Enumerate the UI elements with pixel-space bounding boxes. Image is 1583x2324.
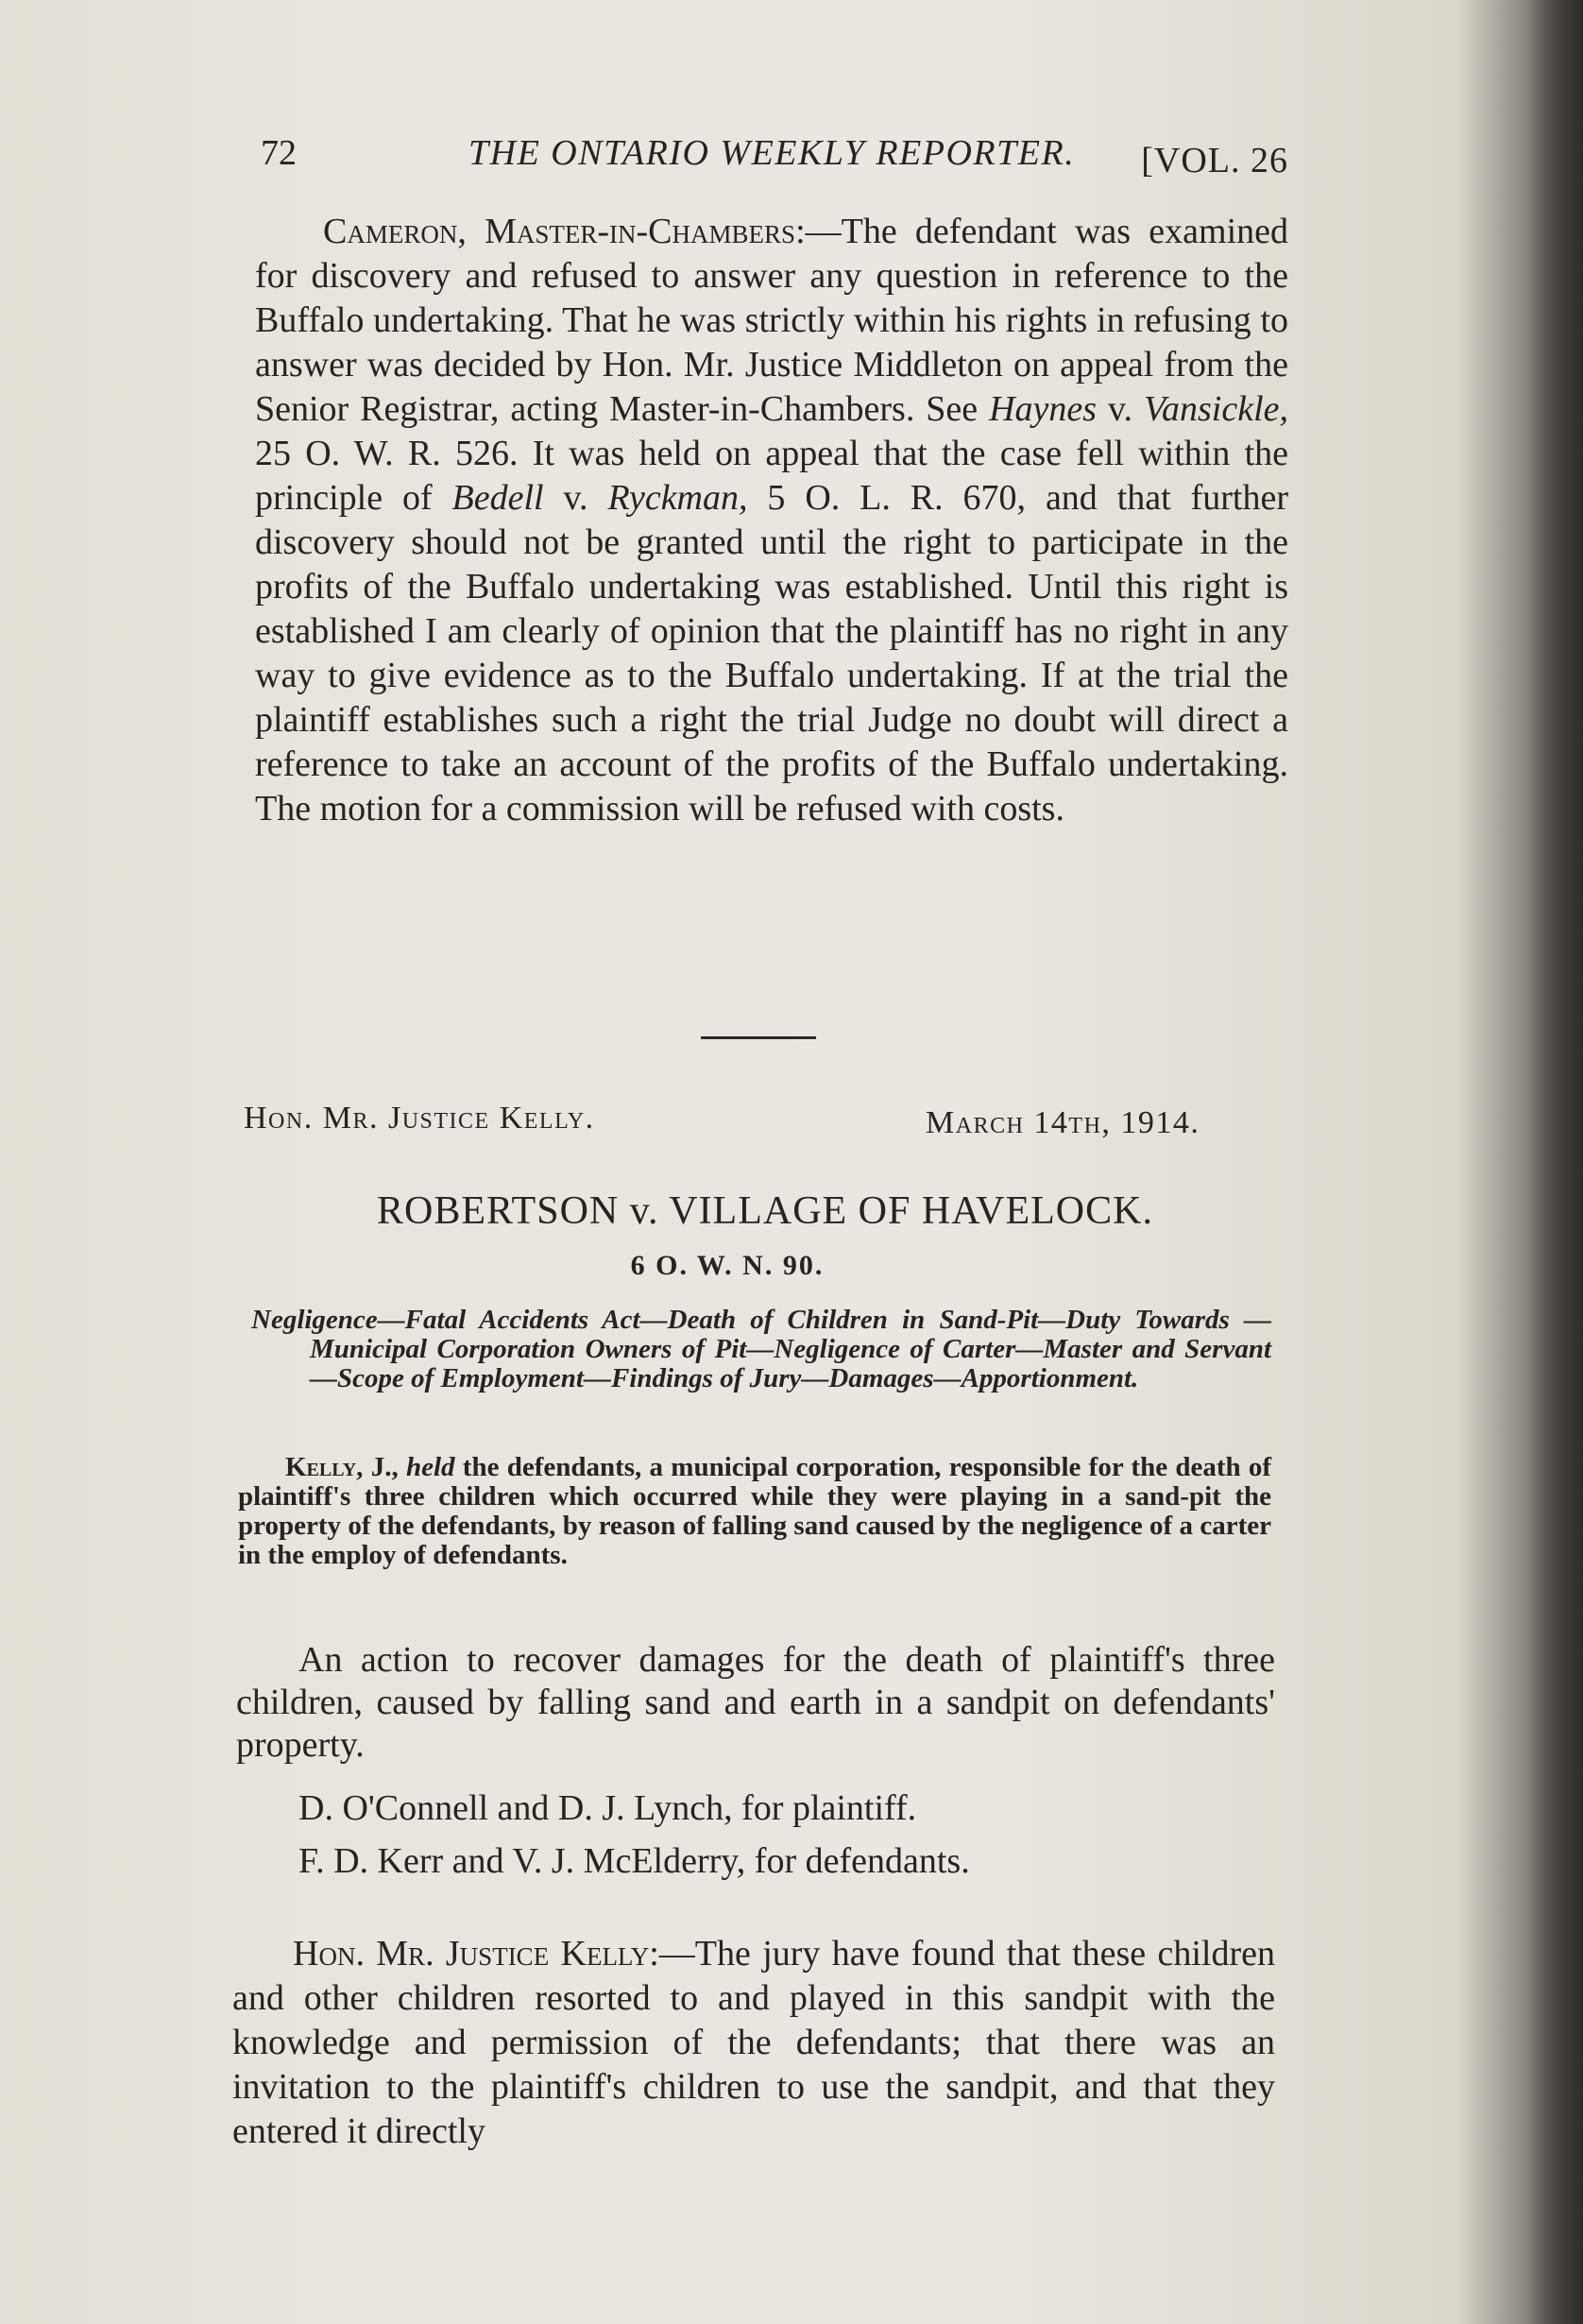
running-title: THE ONTARIO WEEKLY REPORTER. [468,133,1076,173]
judgment-paragraph [232,1932,1275,2154]
action-description: An action to recover damages for the death of plaintiff's three children, caused by falling sand and earth in a sandpit on defendants' property. [236,1640,1275,1765]
case-name: Vansickle, [1143,389,1288,429]
judge-name: Hon. Mr. Justice Kelly. [244,1101,595,1136]
page-number: 72 [261,133,297,173]
top-paragraph [255,210,1288,831]
master-in-chambers-name: Cameron, Master-in-Chambers [323,212,796,251]
section-divider [701,1036,816,1039]
holding-verb: held [405,1452,455,1482]
paragraph-text: 5 O. L. R. 670, and that further discovery should not be granted until the right to participate in the profits of the Buffalo undertaking was established. Until this right is established I am clearly of opinion that the plaintiff has no right in any way to give evidence as to the Buffalo undertaking. If at the trial the plaintiff establishes such a right the trial Judge no doubt will direct a reference to take an account of the profits of the Buffalo undertaking. The motion for a commission will be refused with costs. [255,478,1288,829]
volume-label: [VOL. 26 [1141,141,1288,180]
case-name: Bedell [451,478,544,518]
decision-date: March 14th, 1914. [926,1105,1200,1140]
paragraph-text: 25 O. W. R. 526. It was held on appeal that the case fell within the principle of [255,434,1288,518]
headnote: Negligence—Fatal Accidents Act—Death of Children in Sand-Pit—Duty Towards — Municipal Corporation Owners of Pit—Negligence of Carter—Master and Servant—Scope of Employment—Findings of Jury—Damages—Apportionment. [251,1305,1271,1393]
case-citation: 6 O. W. N. 90. [630,1250,825,1281]
paragraph-text: :—The defendant was examined for discovery and refused to answer any question in reference to the Buffalo undertaking. That he was strictly within his rights in refusing to answer was decided by Hon. Mr. Justice Middleton on appeal from the Senior Registrar, acting Master-in-Chambers. See [255,212,1288,429]
counsel-plaintiff: D. O'Connell and D. J. Lynch, for plaintiff. [298,1788,917,1828]
holding-judge: Kelly, J., [285,1452,399,1482]
judgment-speaker: Hon. Mr. Justice Kelly [293,1934,650,1974]
case-title: ROBERTSON v. VILLAGE OF HAVELOCK. [377,1189,1153,1233]
counsel-defendants: F. D. Kerr and V. J. McElderry, for defendants. [298,1841,970,1881]
versus: v. [1097,389,1144,429]
page-header [261,123,1290,179]
judgment-text: :—The jury have found that these children and other children resorted to and played in this sandpit with the knowledge and permission of the defendants; that there was an invitation to the plaintiff's children to use the sandpit, and that they entered it directly [232,1934,1275,2151]
case-name: Haynes [989,389,1098,429]
holding-text: the defendants, a municipal corporation, responsible for the death of plaintiff's three children which occurred while they were playing in a sand-pit the property of the defendants, by reason of falling sand caused by the negligence of a carter in the employ of defendants. [238,1452,1272,1570]
case-name: Ryckman, [607,478,748,518]
holding-summary [238,1453,1271,1570]
versus: v. [543,478,608,518]
book-edge-shadow [1526,0,1583,2324]
